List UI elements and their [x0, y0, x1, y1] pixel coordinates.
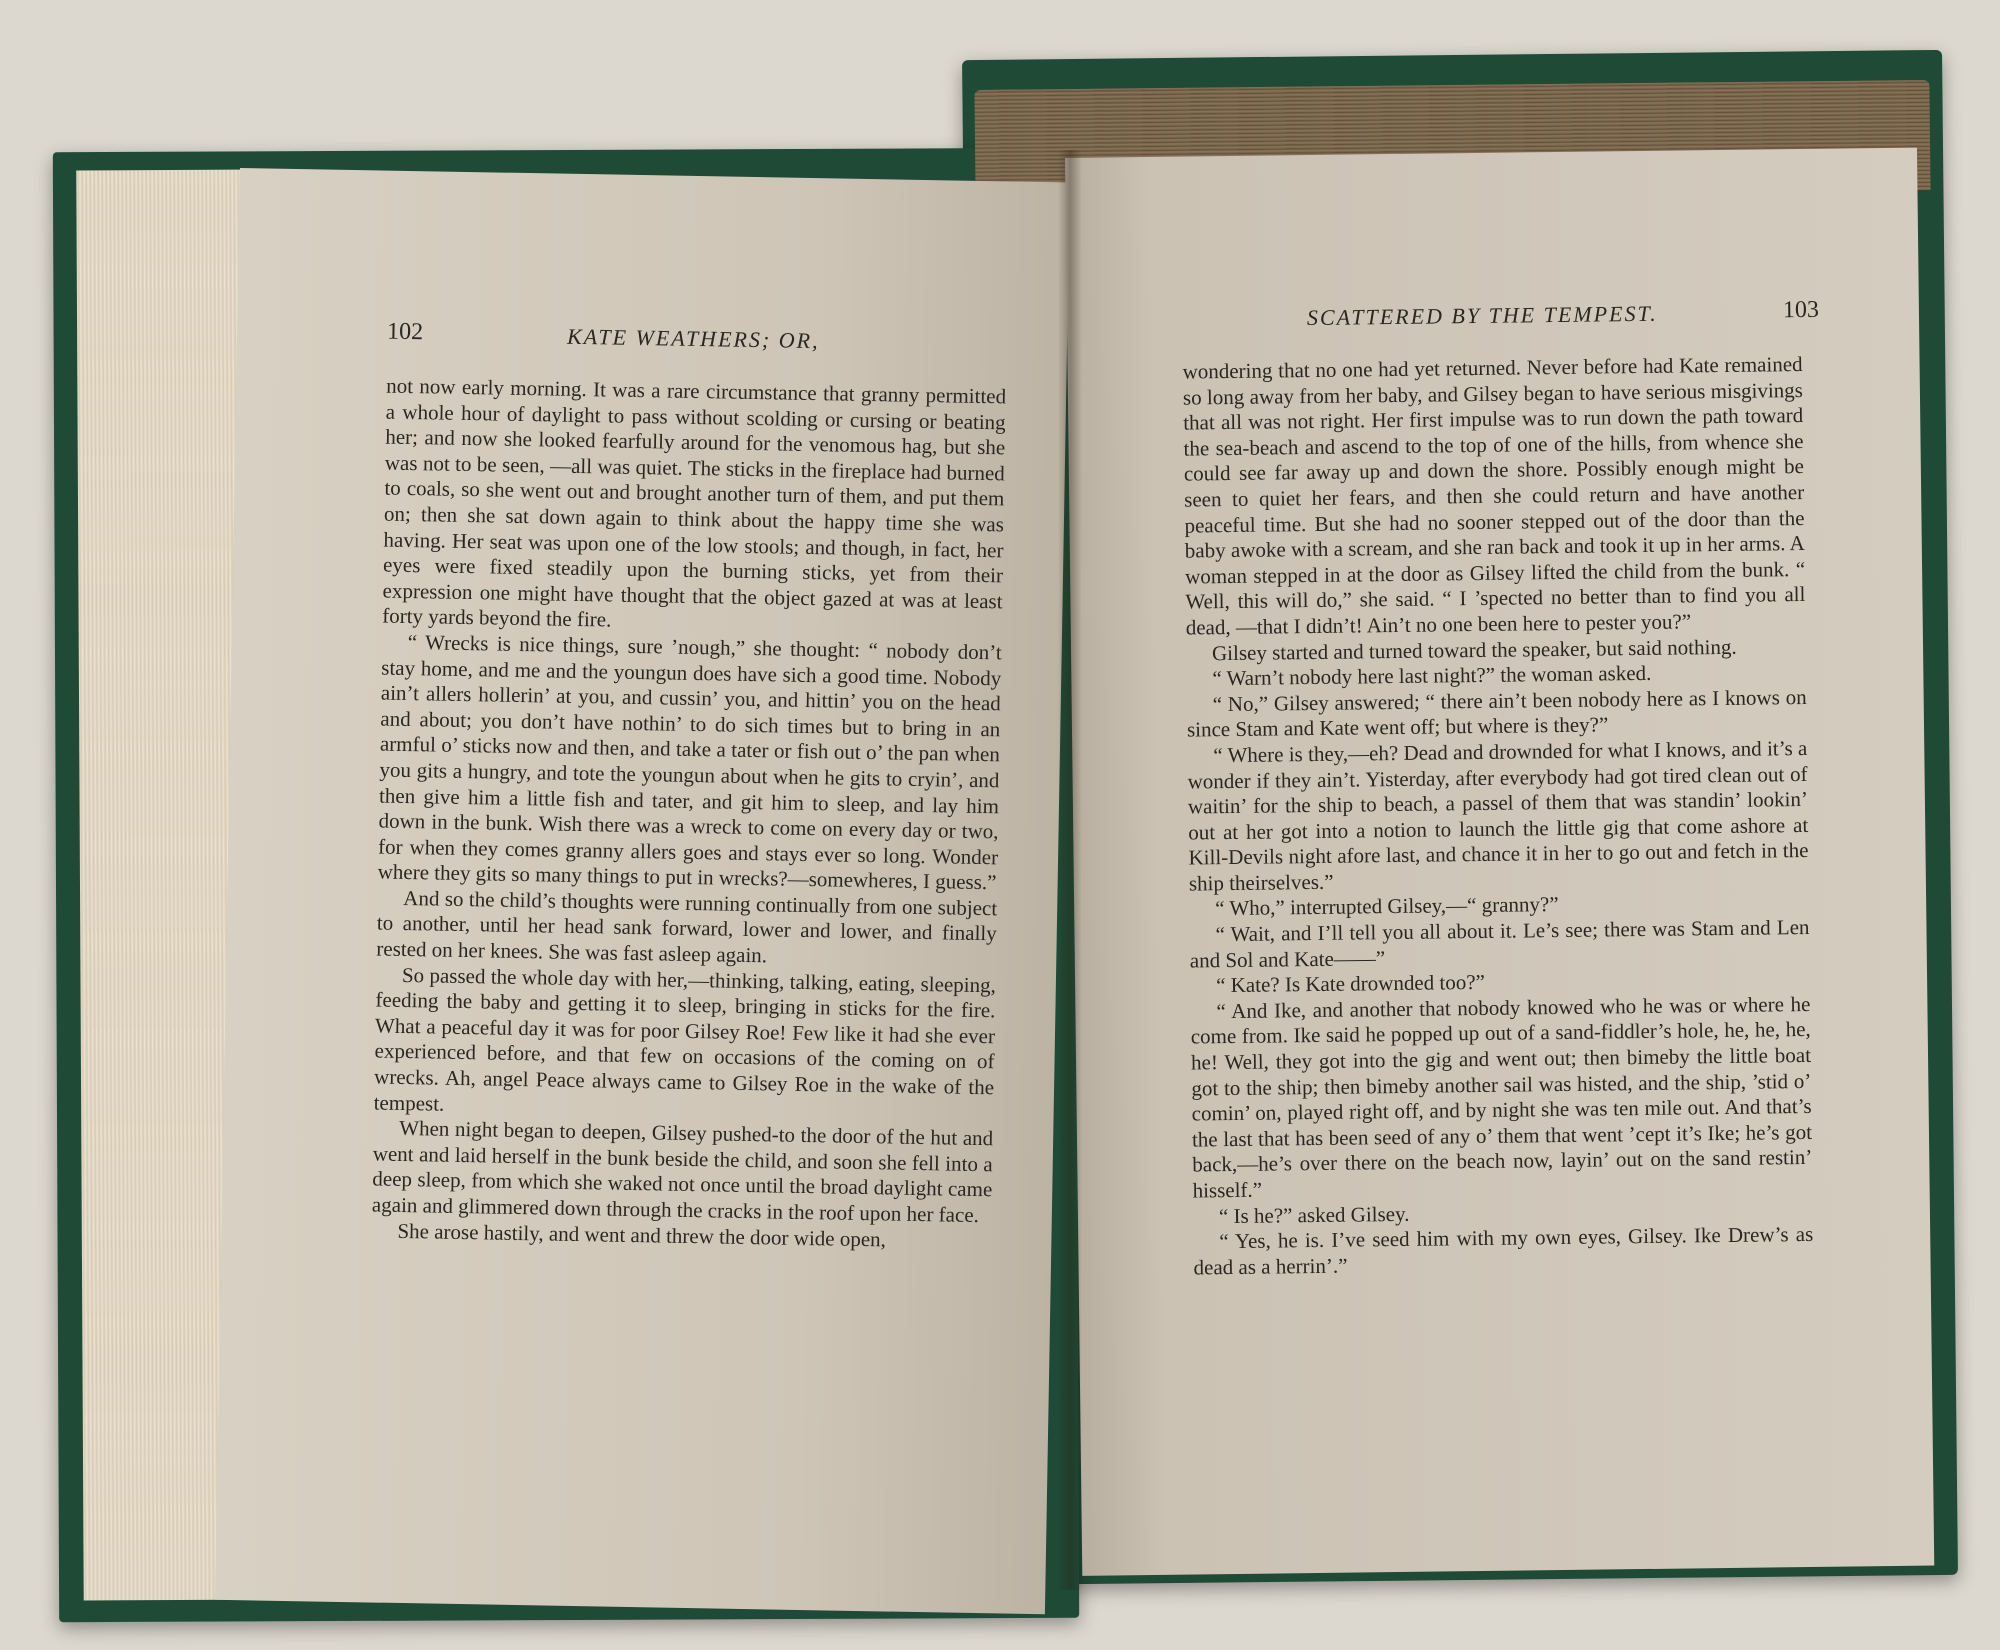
paragraph: “ Is he?” asked Gilsey.: [1218, 1201, 1410, 1228]
paragraph: “ Who,” interrupted Gilsey,—“ granny?”: [1215, 892, 1559, 921]
paragraph: “ Where is they,—eh? Dead and drownded for what I knows, and it’s a wonder if they ain’t. Yisterday, after everybody had got tired clean out of waitin’ for the ship to beach, a passel of them that was standin’ lookin’ out at her got into a notion to launch the little gig that come ashore at Kill-Devils night afore last, and chance it in her to go out and fetch in the ship theirselves.”: [1187, 735, 1809, 896]
paragraph: “ No,” Gilsey answered; “ there ain’t been nobody here as I knows on since Stam and Kate went off; but where is they?”: [1186, 684, 1807, 742]
paragraph: Gilsey started and turned toward the speaker, but said nothing.: [1211, 634, 1737, 665]
paragraph: So passed the whole day with her,—thinking, talking, eating, sleeping, feeding the baby and getting it to sleep, bringing in sticks for the fire. What a peaceful day it was for poor Gilsey Roe! Few like it had she ever experienced before, and that few on occasions of the coming on of wrecks. Ah, angel Peace always came to Gilsey Roe in the wake of the tempest.: [373, 962, 997, 1116]
paragraph: not now early morning. It was a rare circumstance that granny permitted a whole hour of daylight to pass without scolding or cursing or beating her; and now she looked fearfully around for the venomous hag, but she was not to be seen, —all was quiet. The sticks in the fireplace had burned to coals, so she went out and brought another turn of them, and put them on; then she sat down again to think about the happy time she was having. Her seat was upon one of the low stools; and though, in fact, her eyes were fixed steadily upon the burning sticks, yet from their expression one might have thought that the object gazed at was at least forty yards beyond the fire.: [381, 373, 1007, 632]
paragraph: “ Yes, he is. I’ve seed him with my own eyes, Gilsey. Ike Drew’s as dead as a herrin’.”: [1193, 1222, 1814, 1280]
paragraph: wondering that no one had yet returned. Never before had Kate remained so long away from her baby, and Gilsey began to have serious misgivings that all was not right. Her first impulse was to run down the path toward the sea-beach and ascend to the top of one of the hills, from whence she could see far away up and down the shore. Possibly enough might be seen to quiet her fears, and then she could return and have another peaceful time. But she had no sooner stepped out of the door than the baby awoke with a scream, and she ran back and took it up in her arms. A woman stepped in at the door as Gilsey lifted the child from the bunk. “ Well, this will do,” she said. “ I ’spected no better than to find you all dead, —that I didn’t! Ain’t no one been here to pester you?”: [1182, 352, 1806, 640]
paragraph: “ Warn’t nobody here last night?” the woman asked.: [1212, 661, 1652, 691]
right-page: [1065, 148, 1934, 1576]
right-page-number: 103: [1782, 296, 1820, 324]
right-page-header: [1067, 296, 1919, 346]
paragraph: “ Wrecks is nice things, sure ’nough,” she thought: “ nobody don’t stay home, and me and the youngun does have sich a good time. Nobody ain’t allers hollerin’ at you, and cussin’ you, and hittin’ you on the head and about; you don’t have nothin’ to do sich times but to bring in an armful o’ sticks now and then, and take a tater or fish out o’ the pan when you gits a hungry, and tote the youngun about when he gits to cryin’, and then give him a little fish and tater, and git him to sleep, and lay him down in the bunk. Wish there was a wreck to come on every day or two, for when they comes granny allers goes and stays ever so long. Wonder where they gits so many things to put in wrecks?—somewheres, I guess.”: [377, 629, 1002, 895]
left-page-header: [237, 316, 1068, 370]
paragraph: When night began to deepen, Gilsey pushed-to the door of the hut and went and laid herself in the bunk beside the child, and soon she fell into a deep sleep, from which she waked not once until the broad daylight came again and glimmered down through the cracks in the roof upon her face.: [371, 1116, 994, 1228]
paragraph: “ Kate? Is Kate drownded too?”: [1215, 970, 1486, 998]
paragraph: “ Wait, and I’ll tell you all about it. Le’s see; there was Stam and Len and Sol and Kate——”: [1189, 915, 1810, 973]
left-page-body: [371, 374, 1006, 1255]
book-gutter: [1058, 150, 1082, 1590]
paragraph: And so the child’s thoughts were running continually from one subject to another, until her head sank forward, lower and lower, and finally rested on her knees. She was fast asleep again.: [376, 885, 998, 968]
left-running-head: KATE WEATHERS; OR,: [566, 323, 820, 354]
left-page-number: 102: [386, 318, 424, 346]
right-running-head: SCATTERED BY THE TEMPEST.: [1306, 300, 1658, 331]
right-page-body: [1182, 352, 1813, 1281]
paragraph: “ And Ike, and another that nobody knowed who he was or where he come from. Ike said he popped up out of a sand-fiddler’s hole, he, he, he, he! Well, they got into the gig and went out; then bimeby the little boat got to the ship; then bimeby another sail was histed, and the ship, ’stid o’ comin’ on, played right off, and by night she was ten mile out. And that’s the last that has been seed of any o’ them that went ’cept it’s Ike; he’s got back,—he’s over there on the beach now, layin’ out on the sand restin’ hisself.”: [1190, 991, 1813, 1203]
paragraph: She arose hastily, and went and threw the door wide open,: [397, 1218, 887, 1252]
left-page: [215, 168, 1070, 1614]
